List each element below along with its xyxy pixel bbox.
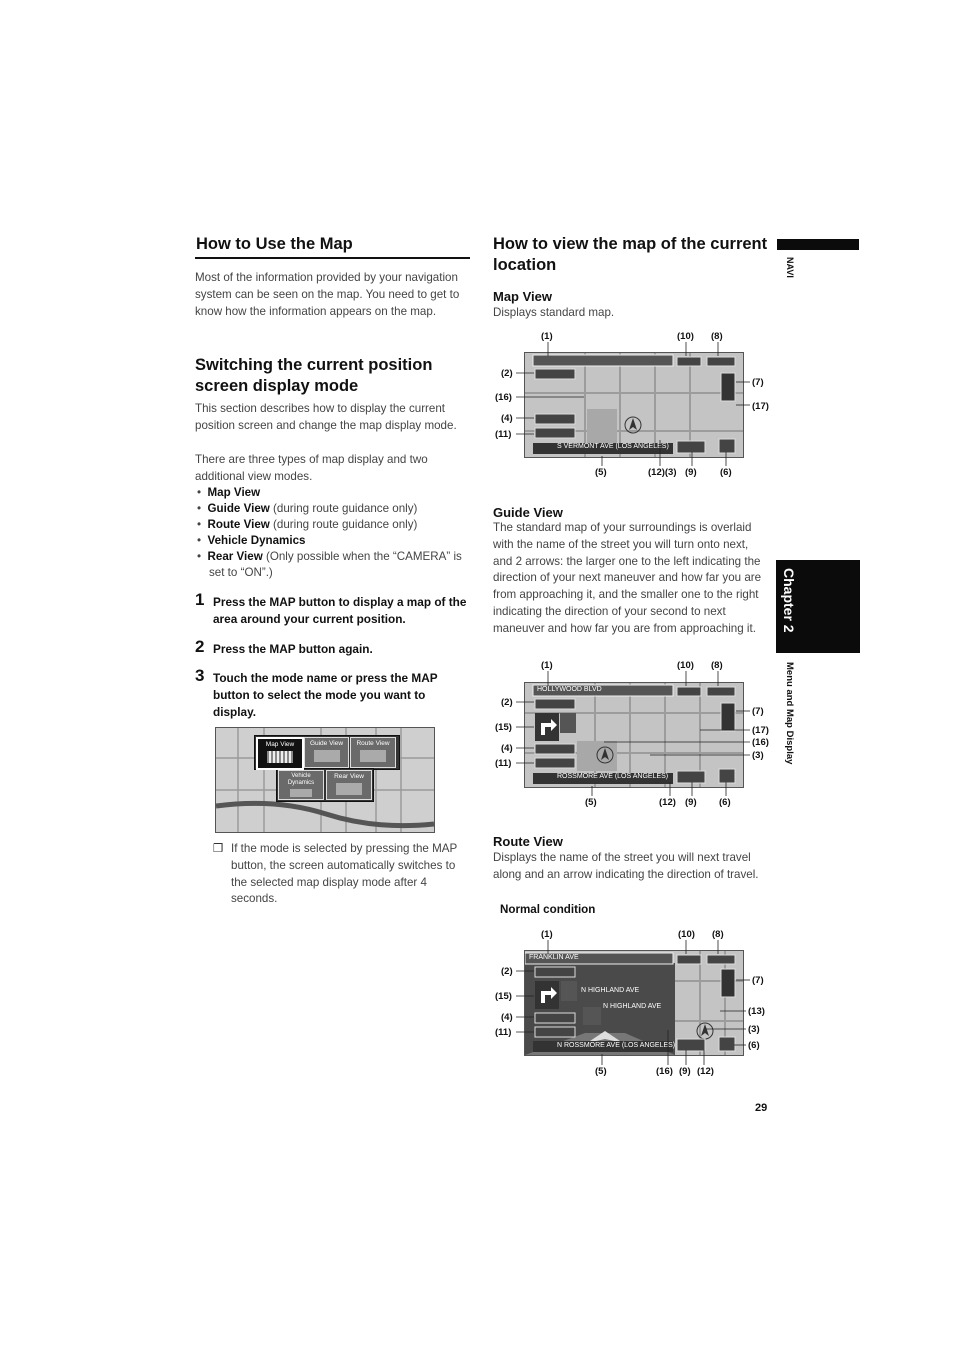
subsection-title: Switching the current position screen display mode (195, 356, 433, 395)
callout-label: (1) (541, 331, 553, 342)
callout-label: (8) (712, 929, 724, 940)
step-text: Press the MAP button again. (213, 642, 373, 656)
callout-label: (7) (752, 706, 764, 717)
note-mark: ❒ (213, 842, 224, 855)
mode-item: • Rear View (Only possible when the “CAMERA” is set to “ON”.) (197, 550, 462, 579)
subsection-paragraph-1: This section describes how to display the current position screen and change the map display mode. (195, 402, 457, 432)
note-text: If the mode is selected by pressing the MAP button, the screen automatically switches to the selected map display mode after 4 seconds. (231, 842, 457, 906)
callout-label: (16) (495, 392, 512, 403)
callout-label: (11) (495, 1027, 512, 1038)
callout-label: (13) (748, 1006, 765, 1017)
section-side-label: Menu and Map Display (784, 662, 795, 765)
route-view-button[interactable]: Route View (350, 737, 396, 768)
callout-label: (11) (495, 758, 512, 769)
callout-label: (9) (685, 467, 697, 478)
callout-label: (6) (748, 1040, 760, 1051)
navi-label: NAVI (785, 257, 795, 278)
mode-item: • Route View (during route guidance only) (197, 518, 418, 531)
step-number: 2 (195, 637, 205, 656)
callout-label: (5) (595, 1066, 607, 1077)
callout-label: (8) (711, 660, 723, 671)
callout-label: (7) (752, 975, 764, 986)
callout-label: (15) (495, 722, 512, 733)
callout-label: (4) (501, 743, 513, 754)
callout-label: (10) (677, 660, 694, 671)
callout-label: (3) (748, 1024, 760, 1035)
callout-label: (8) (711, 331, 723, 342)
callout-label: (10) (678, 929, 695, 940)
callout-label: (2) (501, 966, 513, 977)
callout-label: (5) (585, 797, 597, 808)
step-number: 3 (195, 666, 205, 685)
callout-label: (12) (659, 797, 676, 808)
section-title: How to Use the Map (196, 235, 353, 253)
callout-label: (10) (677, 331, 694, 342)
callout-label: (12) (697, 1066, 714, 1077)
callout-label: (15) (495, 991, 512, 1002)
guide-view-street: ROSSMORE AVE (LOS ANGELES) (557, 773, 669, 780)
subsection-paragraph-2: There are three types of map display and two additional view modes. (195, 453, 428, 483)
route-view-street: N ROSSMORE AVE (LOS ANGELES) (557, 1042, 676, 1049)
page-number: 29 (755, 1102, 768, 1114)
callout-label: (2) (501, 368, 513, 379)
guide-view-description: The standard map of your surroundings is overlaid with the name of the street you will turn onto next, and 2 arrows: the larger one to the left indicating the direction of your next maneuver and how far you are from approaching it, and the smaller one to the right indicating the direction of your second to next maneuver and how far you are from approaching it. (493, 521, 762, 635)
callout-label: (11) (495, 429, 512, 440)
map-view-button[interactable]: Map View (256, 737, 304, 770)
callout-label: (16) (656, 1066, 673, 1077)
route-view-next-street-1: N HIGHLAND AVE (581, 987, 640, 994)
route-view-next-street-2: N HIGHLAND AVE (603, 1003, 662, 1010)
right-title: How to view the map of the current location (493, 235, 768, 274)
route-view-subheading: Normal condition (500, 903, 596, 916)
callout-label: (3) (752, 750, 764, 761)
map-view-description: Displays standard map. (493, 306, 615, 319)
callout-label: (17) (752, 725, 769, 736)
step-number: 1 (195, 590, 205, 609)
chapter-label: Chapter 2 (781, 568, 797, 633)
callout-label: (7) (752, 377, 764, 388)
callout-label: (5) (595, 467, 607, 478)
callout-label: (9) (685, 797, 697, 808)
route-view-description: Displays the name of the street you will next travel along and an arrow indicating the direction of travel. (493, 851, 759, 881)
vehicle-dynamics-button[interactable]: Vehicle Dynamics (278, 770, 324, 800)
mode-item: • Guide View (during route guidance only) (197, 502, 418, 515)
guide-view-next-street: HOLLYWOOD BLVD (537, 686, 602, 693)
callout-label: (16) (752, 737, 769, 748)
navi-tab-bar (777, 239, 859, 250)
callout-label: (9) (679, 1066, 691, 1077)
callout-label: (1) (541, 929, 553, 940)
route-view-current-street: FRANKLIN AVE (529, 954, 579, 961)
route-view-heading: Route View (493, 834, 563, 849)
mode-item: • Map View (197, 486, 261, 499)
callout-label: (4) (501, 1012, 513, 1023)
guide-view-heading: Guide View (493, 505, 563, 520)
callout-label: (1) (541, 660, 553, 671)
rear-view-button[interactable]: Rear View (326, 770, 372, 800)
step-text: Press the MAP button to display a map of the area around your current position. (213, 595, 467, 626)
intro-paragraph: Most of the information provided by your navigation system can be seen on the map. You need to get to know how the information appears on the map. (195, 271, 460, 318)
callout-label: (6) (719, 797, 731, 808)
guide-view-button[interactable]: Guide View (304, 737, 349, 768)
callout-label: (6) (720, 467, 732, 478)
map-view-street: S VERMONT AVE (LOS ANGELES) (557, 443, 669, 450)
step-text: Touch the mode name or press the MAP button to select the mode you want to display. (213, 671, 438, 719)
callout-label: (2) (501, 697, 513, 708)
mode-item: • Vehicle Dynamics (197, 534, 306, 547)
callout-label: (4) (501, 413, 513, 424)
callout-label: (17) (752, 401, 769, 412)
map-view-heading: Map View (493, 289, 553, 304)
callout-label: (12)(3) (648, 467, 677, 478)
